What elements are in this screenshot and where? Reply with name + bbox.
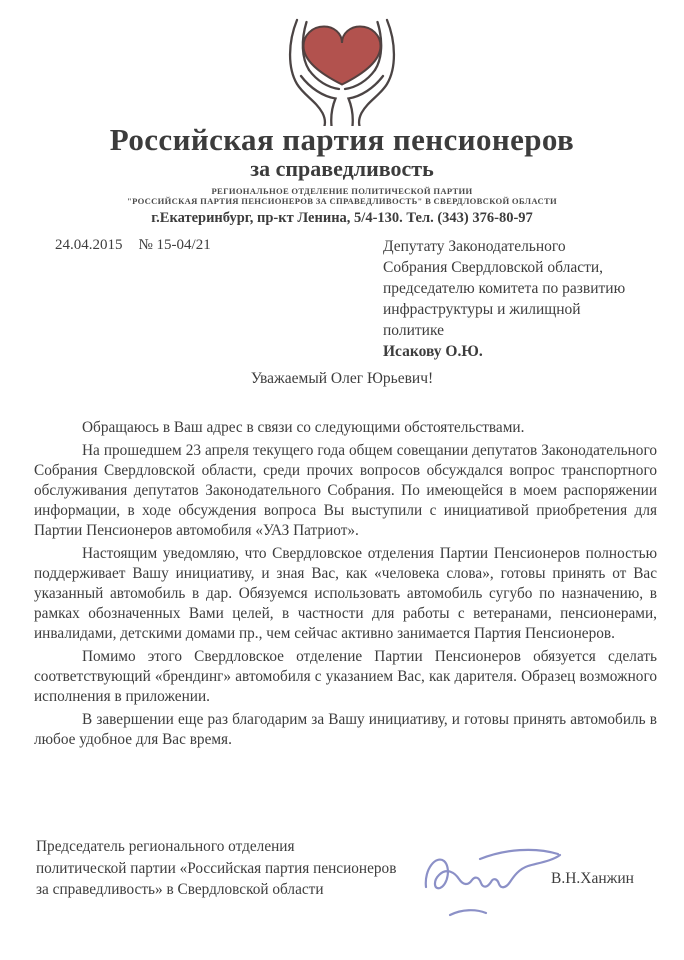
paragraph: Обращаюсь в Ваш адрес в связи со следующими обстоятельствами. [82, 419, 525, 436]
org-subtitle-line2: "РОССИЙСКАЯ ПАРТИЯ ПЕНСИОНЕРОВ ЗА СПРАВЕДЛИВОСТЬ" В СВЕРДЛОВСКОЙ ОБЛАСТИ [127, 196, 557, 206]
recipient-line: инфраструктуры и жилищной [383, 301, 581, 318]
signer-name: В.Н.Ханжин [551, 870, 634, 887]
letter-date: 24.04.2015 [55, 237, 123, 253]
paragraph: Помимо этого Свердловское отделение Партии Пенсионеров обязуется сделать соответствующий «брендинг» автомобиля с указанием Вас, как дарителя. Образец возможного исполнения в приложении. [34, 648, 657, 705]
hands-holding-heart-icon [276, 16, 408, 126]
recipient-line: политике [383, 322, 444, 339]
salutation: Уважаемый Олег Юрьевич! [250, 370, 434, 387]
org-name: Российская партия пенсионеров [109, 122, 575, 157]
org-tagline: за справедливость [250, 156, 434, 181]
letter-number: № 15-04/21 [138, 237, 211, 253]
recipient-block [383, 236, 645, 362]
paragraph: В завершении еще раз благодарим за Вашу инициативу, и готовы принять автомобиль в любое удобное для Вас время. [34, 711, 657, 748]
recipient-line: Собрания Свердловской области, [383, 259, 604, 276]
paragraph: На прошедшем 23 апреля текущего года общем совещании депутатов Законодательного Собрания Свердловской области, среди прочих вопросов обсуждался вопрос транспортного обслуживания депутатов Законодательного Собрания. По имеющейся в моем распоряжении информации, в ходе обсуждения вопроса Вы выступили с инициативой приобретения для Партии Пенсионеров автомобиля «УАЗ Патриот». [34, 442, 657, 539]
org-address-phone: г.Екатеринбург, пр-кт Ленина, 5/4-130. Тел. (343) 376-80-97 [151, 210, 533, 226]
recipient-name: Исакову О.Ю. [383, 343, 483, 360]
signer-title-line: Председатель регионального отделения [36, 838, 295, 855]
paragraph: Настоящим уведомляю, что Свердловское отделения Партии Пенсионеров полностью поддерживает Вашу инициативу, и зная Вас, как «человека слова», готовы принять от Вас указанный автомобиль в дар. Обязуемся использовать автомобиль сугубо по назначению, в рамках обозначенных Вами целей, в частности для работы с ветеранами, пенсионерами, инвалидами, детскими домами пр., чем сейчас активно занимается Партия Пенсионеров. [34, 545, 657, 642]
org-subtitle-line1: РЕГИОНАЛЬНОЕ ОТДЕЛЕНИЕ ПОЛИТИЧЕСКОЙ ПАРТИИ [211, 186, 473, 196]
reference-line [55, 237, 211, 254]
recipient-line: председателю комитета по развитию [383, 280, 626, 297]
recipient-line: Депутату Законодательного [383, 238, 566, 255]
signer-title-line: за справедливость» в Свердловской области [36, 881, 324, 898]
letter-body [34, 418, 657, 753]
signer-title-block [36, 836, 436, 901]
signer-title-line: политической партии «Российская партия пенсионеров [36, 859, 397, 877]
